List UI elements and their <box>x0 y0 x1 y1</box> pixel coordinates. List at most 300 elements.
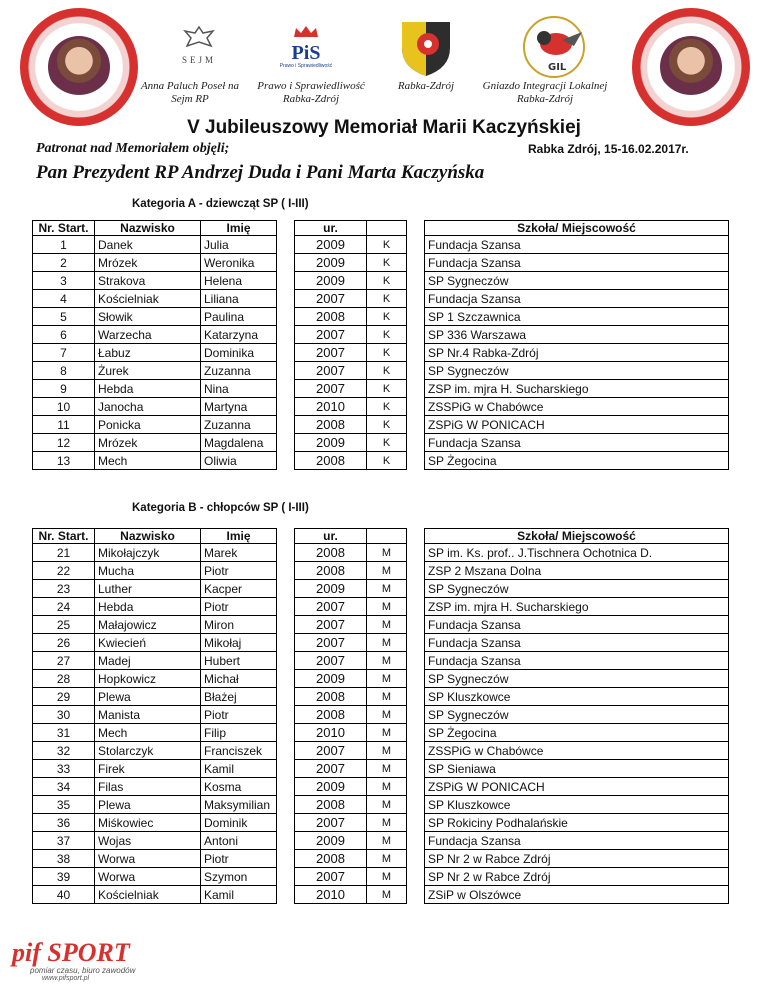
spacer <box>407 814 425 832</box>
spacer <box>277 706 295 724</box>
spacer <box>277 434 295 452</box>
gender-cell: K <box>367 398 407 416</box>
start-number-cell: 2 <box>33 254 95 272</box>
spacer <box>277 236 295 254</box>
table-row <box>33 742 729 760</box>
birth-year-cell: 2007 <box>295 290 367 308</box>
spacer <box>277 380 295 398</box>
start-number-cell: 39 <box>33 868 95 886</box>
school-cell: SP Nr 2 w Rabce Zdrój <box>425 868 729 886</box>
col-nr-header: Nr. Start. <box>33 529 95 544</box>
start-number-cell: 12 <box>33 434 95 452</box>
spacer <box>277 688 295 706</box>
birth-year-cell: 2008 <box>295 562 367 580</box>
gender-cell: M <box>367 598 407 616</box>
category-a-table <box>32 220 729 470</box>
caption-rabka: Rabka-Zdrój <box>397 80 455 92</box>
school-cell: Fundacja Szansa <box>425 254 729 272</box>
birth-year-cell: 2009 <box>295 832 367 850</box>
table-row <box>33 434 729 452</box>
birth-year-cell: 2009 <box>295 580 367 598</box>
first-name-cell: Maksymilian <box>201 796 277 814</box>
first-name-cell: Michał <box>201 670 277 688</box>
first-name-cell: Błażej <box>201 688 277 706</box>
gender-cell: M <box>367 868 407 886</box>
spacer <box>277 778 295 796</box>
start-number-cell: 21 <box>33 544 95 562</box>
birth-year-cell: 2009 <box>295 254 367 272</box>
school-cell: ZSPiG W PONICACH <box>425 416 729 434</box>
first-name-cell: Paulina <box>201 308 277 326</box>
surname-cell: Mrózek <box>95 254 201 272</box>
table-row <box>33 562 729 580</box>
spacer <box>407 616 425 634</box>
gender-cell: M <box>367 616 407 634</box>
caption-pis: Prawo i Sprawiedliwość Rabka-Zdrój <box>257 80 365 105</box>
first-name-cell: Franciszek <box>201 742 277 760</box>
birth-year-cell: 2008 <box>295 308 367 326</box>
gender-cell: M <box>367 562 407 580</box>
table-row <box>33 778 729 796</box>
first-name-cell: Szymon <box>201 868 277 886</box>
table-row <box>33 398 729 416</box>
start-number-cell: 22 <box>33 562 95 580</box>
spacer <box>407 344 425 362</box>
birth-year-cell: 2008 <box>295 688 367 706</box>
surname-cell: Strakova <box>95 272 201 290</box>
spacer <box>407 724 425 742</box>
school-cell: SP Sieniawa <box>425 760 729 778</box>
start-number-cell: 8 <box>33 362 95 380</box>
surname-cell: Filas <box>95 778 201 796</box>
spacer <box>277 221 295 236</box>
school-cell: SP Nr.4 Rabka-Zdrój <box>425 344 729 362</box>
birth-year-cell: 2007 <box>295 634 367 652</box>
school-cell: Fundacja Szansa <box>425 832 729 850</box>
col-year-header: ur. <box>295 221 367 236</box>
table-row <box>33 670 729 688</box>
gender-cell: K <box>367 362 407 380</box>
caption-paluch: Anna Paluch Poseł na Sejm RP <box>140 80 240 105</box>
spacer <box>277 868 295 886</box>
first-name-cell: Helena <box>201 272 277 290</box>
start-number-cell: 6 <box>33 326 95 344</box>
spacer <box>277 452 295 470</box>
birth-year-cell: 2007 <box>295 616 367 634</box>
surname-cell: Kwiecień <box>95 634 201 652</box>
spacer <box>407 742 425 760</box>
school-cell: Fundacja Szansa <box>425 434 729 452</box>
birth-year-cell: 2008 <box>295 850 367 868</box>
table-row <box>33 850 729 868</box>
birth-year-cell: 2007 <box>295 742 367 760</box>
spacer <box>407 272 425 290</box>
spacer <box>277 616 295 634</box>
gender-cell: M <box>367 778 407 796</box>
spacer <box>277 796 295 814</box>
spacer <box>277 580 295 598</box>
start-number-cell: 32 <box>33 742 95 760</box>
col-surname-header: Nazwisko <box>95 221 201 236</box>
page-title: V Jubileuszowy Memoriał Marii Kaczyńskiej <box>187 117 581 138</box>
pifsport-logo <box>12 940 135 982</box>
birth-year-cell: 2009 <box>295 434 367 452</box>
surname-cell: Plewa <box>95 688 201 706</box>
category-b-table <box>32 528 729 904</box>
gil-logo <box>518 14 590 80</box>
school-cell: SP Sygneczów <box>425 272 729 290</box>
start-number-cell: 13 <box>33 452 95 470</box>
school-cell: SP 1 Szczawnica <box>425 308 729 326</box>
spacer <box>277 652 295 670</box>
gender-cell: M <box>367 796 407 814</box>
start-number-cell: 9 <box>33 380 95 398</box>
spacer <box>407 634 425 652</box>
spacer <box>407 796 425 814</box>
portrait-image <box>660 36 722 98</box>
birth-year-cell: 2009 <box>295 670 367 688</box>
table-row <box>33 254 729 272</box>
gil-label: GIL <box>548 62 567 73</box>
start-number-cell: 28 <box>33 670 95 688</box>
start-number-cell: 33 <box>33 760 95 778</box>
surname-cell: Słowik <box>95 308 201 326</box>
spacer <box>407 580 425 598</box>
spacer <box>407 850 425 868</box>
gender-cell: K <box>367 344 407 362</box>
school-cell: Fundacja Szansa <box>425 236 729 254</box>
school-cell: SP 336 Warszawa <box>425 326 729 344</box>
start-number-cell: 7 <box>33 344 95 362</box>
spacer <box>407 760 425 778</box>
gender-cell: M <box>367 850 407 868</box>
sejm-label: SEJM <box>181 55 216 65</box>
surname-cell: Worwa <box>95 868 201 886</box>
school-cell: SP Sygneczów <box>425 362 729 380</box>
birth-year-cell: 2008 <box>295 452 367 470</box>
col-nr-header: Nr. Start. <box>33 221 95 236</box>
gender-cell: K <box>367 380 407 398</box>
spacer <box>407 562 425 580</box>
pis-logo <box>268 24 344 74</box>
surname-cell: Firek <box>95 760 201 778</box>
table-header-row <box>33 221 729 236</box>
gender-cell: M <box>367 760 407 778</box>
start-number-cell: 4 <box>33 290 95 308</box>
birth-year-cell: 2008 <box>295 544 367 562</box>
spacer <box>407 598 425 616</box>
school-cell: SP im. Ks. prof.. J.Tischnera Ochotnica D. <box>425 544 729 562</box>
start-number-cell: 24 <box>33 598 95 616</box>
first-name-cell: Liliana <box>201 290 277 308</box>
spacer <box>277 634 295 652</box>
spacer <box>407 452 425 470</box>
surname-cell: Kościelniak <box>95 886 201 904</box>
table-row <box>33 452 729 470</box>
footer-brand: pif SPORT <box>12 938 130 967</box>
birth-year-cell: 2010 <box>295 398 367 416</box>
school-cell: ZSPiG W PONICACH <box>425 778 729 796</box>
spacer <box>407 688 425 706</box>
start-number-cell: 40 <box>33 886 95 904</box>
first-name-cell: Kacper <box>201 580 277 598</box>
caption-gil: Gniazdo Integracji Lokalnej Rabka-Zdrój <box>482 80 608 105</box>
gender-cell: M <box>367 742 407 760</box>
first-name-cell: Antoni <box>201 832 277 850</box>
first-name-cell: Zuzanna <box>201 416 277 434</box>
birth-year-cell: 2010 <box>295 886 367 904</box>
start-number-cell: 36 <box>33 814 95 832</box>
first-name-cell: Kamil <box>201 760 277 778</box>
eagle-icon <box>179 24 219 50</box>
gender-cell: M <box>367 670 407 688</box>
col-surname-header: Nazwisko <box>95 529 201 544</box>
category-b-title: Kategoria B - chłopców SP ( I-III) <box>132 502 309 514</box>
category-a-title: Kategoria A - dziewcząt SP ( I-III) <box>132 198 309 210</box>
birth-year-cell: 2007 <box>295 380 367 398</box>
birth-year-cell: 2007 <box>295 326 367 344</box>
spacer <box>277 326 295 344</box>
spacer <box>277 742 295 760</box>
spacer <box>277 544 295 562</box>
surname-cell: Mrózek <box>95 434 201 452</box>
spacer <box>277 562 295 580</box>
spacer <box>277 416 295 434</box>
spacer <box>407 290 425 308</box>
first-name-cell: Julia <box>201 236 277 254</box>
first-name-cell: Kosma <box>201 778 277 796</box>
spacer <box>407 416 425 434</box>
crest-icon <box>396 18 456 78</box>
gender-cell: K <box>367 236 407 254</box>
spacer <box>407 254 425 272</box>
school-cell: SP Kluszkowce <box>425 796 729 814</box>
table-row <box>33 344 729 362</box>
footer-tagline: pomiar czasu, biuro zawodów <box>30 966 136 975</box>
start-number-cell: 38 <box>33 850 95 868</box>
table-row <box>33 598 729 616</box>
first-name-cell: Martyna <box>201 398 277 416</box>
spacer <box>277 886 295 904</box>
table-row <box>33 272 729 290</box>
surname-cell: Hopkowicz <box>95 670 201 688</box>
gender-cell: M <box>367 634 407 652</box>
spacer <box>407 529 425 544</box>
birth-year-cell: 2007 <box>295 362 367 380</box>
table-row <box>33 868 729 886</box>
start-number-cell: 34 <box>33 778 95 796</box>
gender-cell: K <box>367 272 407 290</box>
col-name-header: Imię <box>201 529 277 544</box>
first-name-cell: Dominika <box>201 344 277 362</box>
spacer <box>277 362 295 380</box>
gender-cell: M <box>367 706 407 724</box>
school-cell: SP Sygneczów <box>425 706 729 724</box>
school-cell: ZSSPiG w Chabówce <box>425 742 729 760</box>
birth-year-cell: 2009 <box>295 778 367 796</box>
birth-year-cell: 2007 <box>295 652 367 670</box>
start-number-cell: 37 <box>33 832 95 850</box>
pis-sub: Prawo i Sprawiedliwość <box>279 63 333 69</box>
surname-cell: Mech <box>95 724 201 742</box>
gender-cell: M <box>367 814 407 832</box>
surname-cell: Małajowicz <box>95 616 201 634</box>
table-row <box>33 796 729 814</box>
spacer <box>407 236 425 254</box>
spacer <box>407 670 425 688</box>
table-row <box>33 724 729 742</box>
table-row <box>33 362 729 380</box>
school-cell: SP Żegocina <box>425 452 729 470</box>
first-name-cell: Weronika <box>201 254 277 272</box>
school-cell: SP Sygneczów <box>425 580 729 598</box>
birth-year-cell: 2009 <box>295 272 367 290</box>
table-row <box>33 416 729 434</box>
table-row <box>33 886 729 904</box>
spacer <box>277 529 295 544</box>
surname-cell: Łabuz <box>95 344 201 362</box>
table-row <box>33 634 729 652</box>
school-cell: ZSSPiG w Chabówce <box>425 398 729 416</box>
first-name-cell: Miron <box>201 616 277 634</box>
surname-cell: Warzecha <box>95 326 201 344</box>
pis-label: PiS <box>291 42 321 64</box>
school-cell: Fundacja Szansa <box>425 652 729 670</box>
school-cell: ZSP 2 Mszana Dolna <box>425 562 729 580</box>
gender-cell: M <box>367 724 407 742</box>
first-name-cell: Nina <box>201 380 277 398</box>
first-name-cell: Kamil <box>201 886 277 904</box>
school-cell: SP Żegocina <box>425 724 729 742</box>
school-cell: ZSiP w Olszówce <box>425 886 729 904</box>
table-row <box>33 380 729 398</box>
school-cell: Fundacja Szansa <box>425 616 729 634</box>
surname-cell: Luther <box>95 580 201 598</box>
spacer <box>277 272 295 290</box>
first-name-cell: Piotr <box>201 850 277 868</box>
surname-cell: Worwa <box>95 850 201 868</box>
start-number-cell: 3 <box>33 272 95 290</box>
school-cell: ZSP im. mjra H. Sucharskiego <box>425 598 729 616</box>
first-name-cell: Hubert <box>201 652 277 670</box>
gender-cell: K <box>367 290 407 308</box>
birth-year-cell: 2008 <box>295 796 367 814</box>
spacer <box>277 254 295 272</box>
table-row <box>33 814 729 832</box>
start-number-cell: 35 <box>33 796 95 814</box>
gender-cell: M <box>367 580 407 598</box>
event-date: Rabka Zdrój, 15-16.02.2017r. <box>528 142 689 156</box>
table-row <box>33 236 729 254</box>
birth-year-cell: 2010 <box>295 724 367 742</box>
start-number-cell: 25 <box>33 616 95 634</box>
spacer <box>277 850 295 868</box>
spacer <box>407 778 425 796</box>
sejm-emblem <box>168 24 230 72</box>
surname-cell: Mech <box>95 452 201 470</box>
footer-url: www.pifsport.pl <box>42 975 90 982</box>
gender-cell: K <box>367 308 407 326</box>
bird-icon <box>518 14 590 80</box>
birth-year-cell: 2007 <box>295 760 367 778</box>
gender-cell: K <box>367 254 407 272</box>
start-number-cell: 26 <box>33 634 95 652</box>
birth-year-cell: 2008 <box>295 416 367 434</box>
gender-cell: M <box>367 886 407 904</box>
spacer <box>277 832 295 850</box>
first-name-cell: Filip <box>201 724 277 742</box>
start-number-cell: 11 <box>33 416 95 434</box>
school-cell: Fundacja Szansa <box>425 290 729 308</box>
spacer <box>407 706 425 724</box>
surname-cell: Stolarczyk <box>95 742 201 760</box>
school-cell: Fundacja Szansa <box>425 634 729 652</box>
table-row <box>33 290 729 308</box>
gender-cell: M <box>367 544 407 562</box>
first-name-cell: Piotr <box>201 562 277 580</box>
table-row <box>33 326 729 344</box>
surname-cell: Hebda <box>95 598 201 616</box>
surname-cell: Janocha <box>95 398 201 416</box>
spacer <box>277 814 295 832</box>
surname-cell: Mucha <box>95 562 201 580</box>
col-school-header: Szkoła/ Miejscowość <box>425 221 729 236</box>
col-gender-header <box>367 529 407 544</box>
table-row <box>33 308 729 326</box>
spacer <box>407 326 425 344</box>
surname-cell: Hebda <box>95 380 201 398</box>
birth-year-cell: 2007 <box>295 344 367 362</box>
start-number-cell: 1 <box>33 236 95 254</box>
first-name-cell: Mikołaj <box>201 634 277 652</box>
surname-cell: Plewa <box>95 796 201 814</box>
surname-cell: Kościelniak <box>95 290 201 308</box>
gender-cell: K <box>367 416 407 434</box>
school-cell: SP Nr 2 w Rabce Zdrój <box>425 850 729 868</box>
first-name-cell: Zuzanna <box>201 362 277 380</box>
birth-year-cell: 2008 <box>295 706 367 724</box>
first-name-cell: Dominik <box>201 814 277 832</box>
school-cell: SP Sygneczów <box>425 670 729 688</box>
patron-label: Patronat nad Memoriałem objęli; <box>36 141 230 156</box>
col-school-header: Szkoła/ Miejscowość <box>425 529 729 544</box>
spacer <box>277 344 295 362</box>
gender-cell: K <box>367 434 407 452</box>
surname-cell: Wojas <box>95 832 201 850</box>
spacer <box>407 434 425 452</box>
school-cell: SP Kluszkowce <box>425 688 729 706</box>
table-row <box>33 688 729 706</box>
surname-cell: Danek <box>95 236 201 254</box>
gender-cell: M <box>367 688 407 706</box>
gender-cell: K <box>367 326 407 344</box>
start-number-cell: 30 <box>33 706 95 724</box>
school-cell: ZSP im. mjra H. Sucharskiego <box>425 380 729 398</box>
spacer <box>277 398 295 416</box>
birth-year-cell: 2007 <box>295 598 367 616</box>
first-name-cell: Piotr <box>201 706 277 724</box>
first-name-cell: Marek <box>201 544 277 562</box>
table-header-row <box>33 529 729 544</box>
spacer <box>407 652 425 670</box>
spacer <box>407 380 425 398</box>
start-number-cell: 31 <box>33 724 95 742</box>
gender-cell: M <box>367 652 407 670</box>
gender-cell: M <box>367 832 407 850</box>
surname-cell: Miśkowiec <box>95 814 201 832</box>
start-number-cell: 10 <box>33 398 95 416</box>
spacer <box>407 886 425 904</box>
